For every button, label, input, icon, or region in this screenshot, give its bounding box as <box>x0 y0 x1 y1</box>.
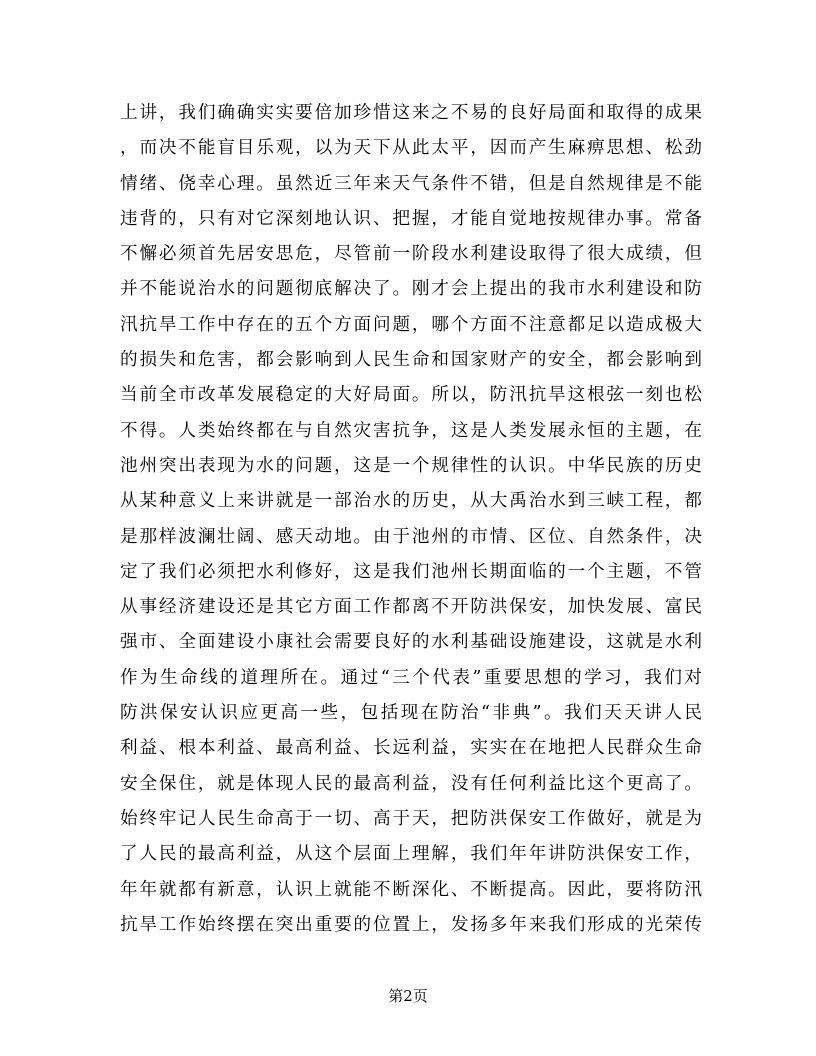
text-line: 始终牢记人民生命高于一切、高于天，把防洪保安工作做好，就是为 <box>120 808 702 829</box>
text-line: 从某种意义上来讲就是一部治水的历史，从大禹治水到三峡工程，都 <box>120 491 702 512</box>
text-line: 池州突出表现为水的问题，这是一个规律性的认识。中华民族的历史 <box>120 455 702 476</box>
text-line: 并不能说治水的问题彻底解决了。刚才会上提出的我市水利建设和防 <box>120 279 702 300</box>
text-line: 违背的，只有对它深刻地认识、把握，才能自觉地按规律办事。常备 <box>120 208 702 229</box>
text-line: 的损失和危害，都会影响到人民生命和国家财产的安全，都会影响到 <box>120 350 702 371</box>
text-line: 当前全市改革发展稳定的大好局面。所以，防汛抗旱这根弦一刻也松 <box>120 385 702 406</box>
text-line: 作为生命线的道理所在。通过“三个代表”重要思想的学习，我们对 <box>120 667 702 688</box>
text-line: 汛抗旱工作中存在的五个方面问题，哪个方面不注意都足以造成极大 <box>120 314 702 335</box>
text-line: 定了我们必须把水利修好，这是我们池州长期面临的一个主题，不管 <box>120 561 702 582</box>
text-line: 不懈必须首先居安思危，尽管前一阶段水利建设取得了很大成绩，但 <box>120 244 702 265</box>
text-line: 不得。人类始终都在与自然灾害抗争，这是人类发展永恒的主题，在 <box>120 420 702 441</box>
text-line: 强市、全面建设小康社会需要良好的水利基础设施建设，这就是水利 <box>120 632 702 653</box>
text-line: 年年就都有新意，认识上就能不断深化、不断提高。因此，要将防汛 <box>120 879 702 900</box>
text-line: 从事经济建设还是其它方面工作都离不开防洪保安，加快发展、富民 <box>120 597 702 618</box>
text-line: 抗旱工作始终摆在突出重要的位置上，发扬多年来我们形成的光荣传 <box>120 914 702 935</box>
text-line: ，而决不能盲目乐观，以为天下从此太平，因而产生麻痹思想、松劲 <box>120 138 702 159</box>
text-line: 了人民的最高利益，从这个层面上理解，我们年年讲防洪保安工作， <box>120 844 702 865</box>
text-line: 是那样波澜壮阔、感天动地。由于池州的市情、区位、自然条件，决 <box>120 526 702 547</box>
text-line: 利益、根本利益、最高利益、长远利益，实实在在地把人民群众生命 <box>120 738 702 759</box>
text-line: 防洪保安认识应更高一些，包括现在防治“非典”。我们天天讲人民 <box>120 703 702 724</box>
text-line: 上讲，我们确确实实要倍加珍惜这来之不易的良好局面和取得的成果 <box>120 103 702 123</box>
text-line: 安全保住，就是体现人民的最高利益，没有任何利益比这个更高了。 <box>120 773 702 794</box>
body-text <box>120 96 702 943</box>
text-line: 情绪、侥幸心理。虽然近三年来天气条件不错，但是自然规律是不能 <box>120 173 702 194</box>
page-number: 第2页 <box>388 987 428 1005</box>
